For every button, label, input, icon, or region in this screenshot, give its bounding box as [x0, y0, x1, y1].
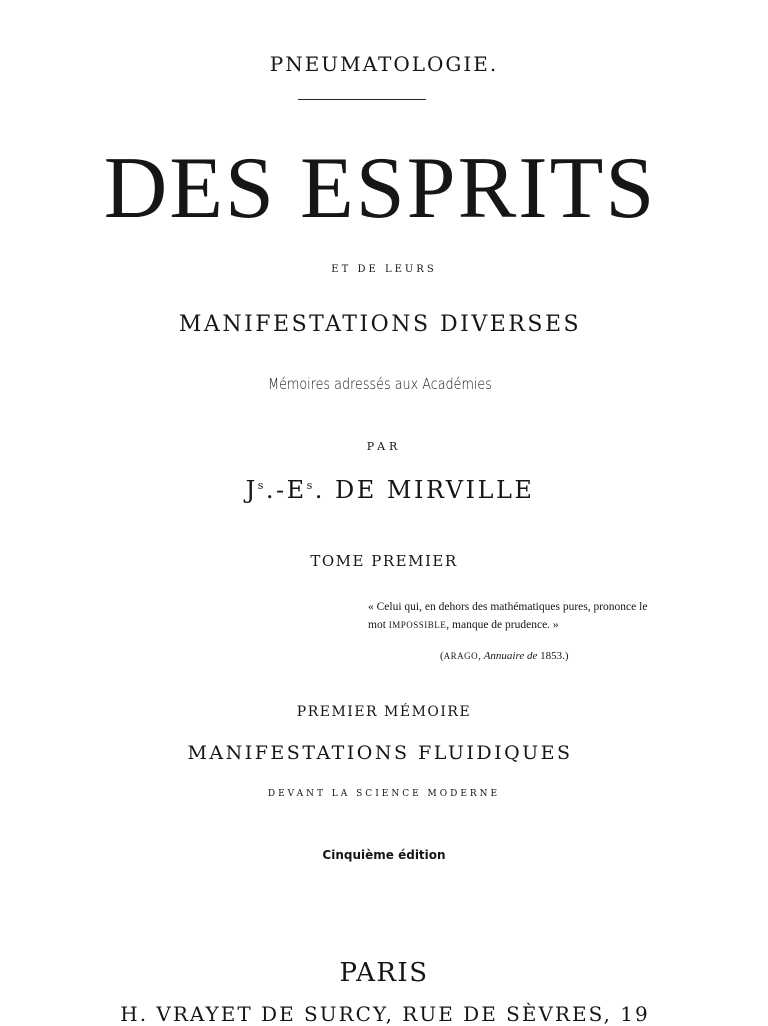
epigraph-small-caps: IMPOSSIBLE: [388, 620, 447, 630]
par-label: PAR: [366, 440, 402, 453]
premier-memoire-heading: PREMIER MÉMOIRE: [296, 704, 472, 720]
author-sup-2: s: [306, 479, 315, 492]
epigraph-part-1: « Celui qui, en dehors des mathématiques pures, prononce le mot: [368, 601, 648, 631]
memoires-line: Mémoires adressés aux Académies: [268, 375, 492, 393]
attr-open: (: [440, 650, 444, 662]
header-title: PNEUMATOLOGIE.: [269, 52, 499, 76]
author-name: [190, 476, 590, 504]
publisher-line: H. VRAYET DE SURCY, RUE DE SÈVRES, 19: [120, 1002, 650, 1026]
tome-label: TOME PREMIER: [310, 552, 458, 570]
attr-work: Annuaire de: [483, 650, 538, 662]
city-label: PARIS: [339, 958, 429, 988]
epigraph-quote: [368, 598, 650, 634]
author-separator: .-E: [265, 476, 307, 504]
main-title: DES ESPRITS: [103, 140, 657, 237]
author-surname: . DE MIRVILLE: [314, 476, 535, 504]
epigraph-attribution: [440, 650, 569, 662]
conjunction-line: ET DE LEURS: [331, 264, 437, 275]
attr-name: ARAGO: [443, 651, 479, 661]
fluid-title: MANIFESTATIONS FLUIDIQUES: [187, 742, 573, 764]
attr-sep: ,: [478, 650, 484, 662]
author-initial-1: J: [245, 476, 258, 504]
author-sup-1: s: [257, 479, 266, 492]
attr-year: 1853.): [537, 650, 569, 662]
divider-rule: [298, 99, 426, 100]
epigraph-part-2: , manque de prudence. »: [446, 619, 559, 631]
subtitle: MANIFESTATIONS DIVERSES: [178, 312, 582, 337]
devant-line: DEVANT LA SCIENCE MODERNE: [267, 789, 501, 799]
edition-label: Cinquième édition: [322, 848, 446, 862]
